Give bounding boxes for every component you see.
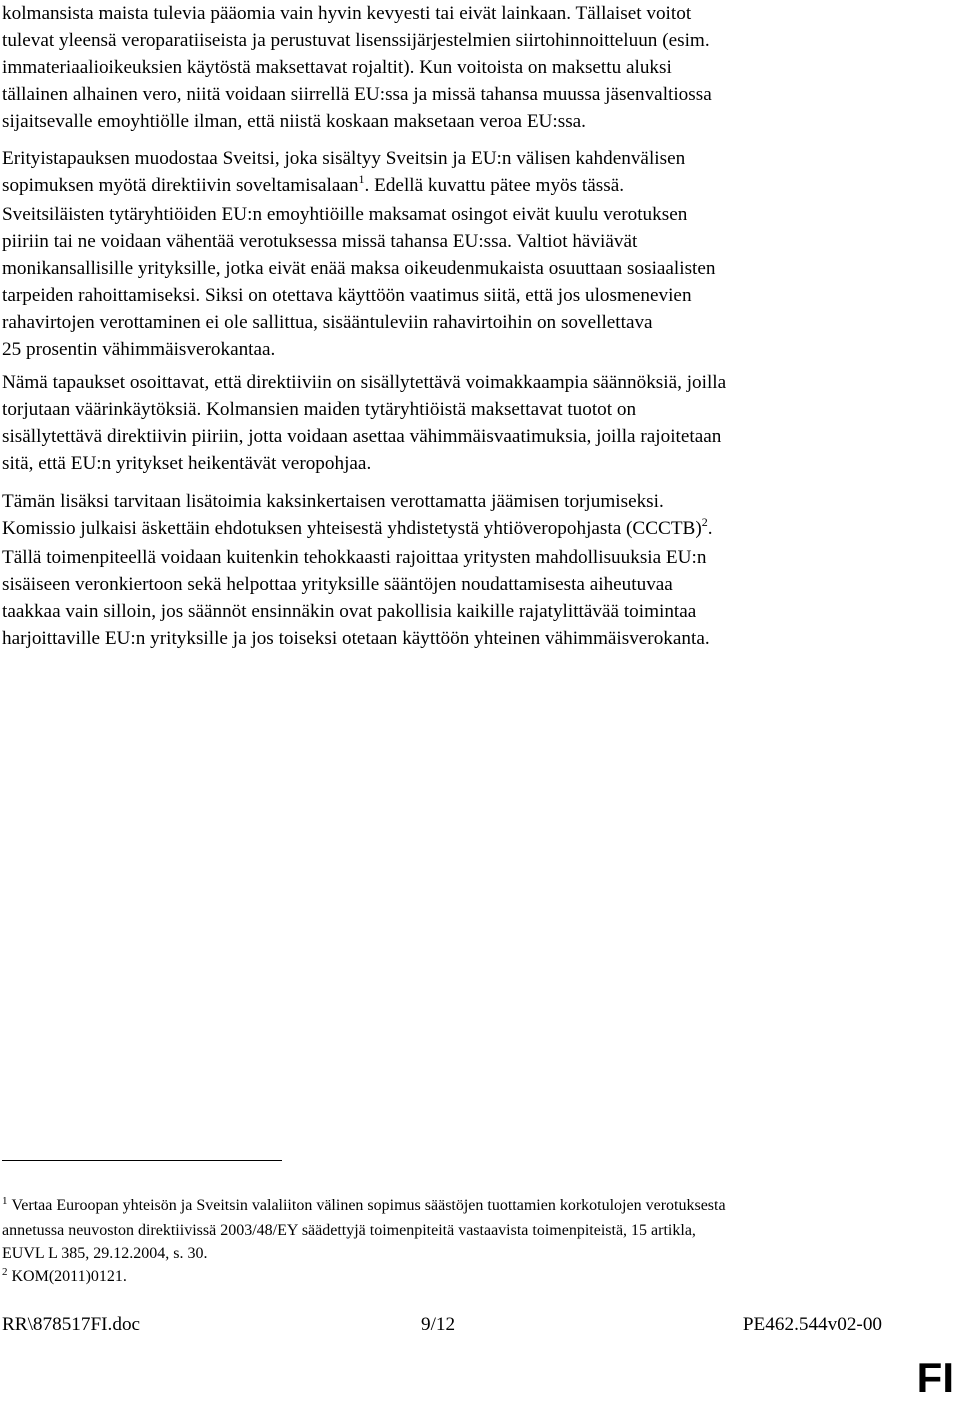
footnote-1 (2, 1194, 954, 1219)
paragraph-4 (2, 488, 954, 652)
text-segment: sopimuksen myötä direktiivin soveltamisalaan (2, 175, 359, 196)
text-line: tällainen alhainen vero, niitä voidaan siirrellä EU:ssa ja missä tahansa muussa jäsenvaltiossa (2, 84, 712, 105)
footnote-reference-1[interactable]: 1 (358, 172, 365, 186)
footnote-marker: 1 (2, 1195, 8, 1207)
text-line: Erityistapauksen muodostaa Sveitsi, joka sisältyy Sveitsin ja EU:n välisen kahdenvälisen (2, 148, 686, 169)
footnote-separator (2, 1160, 282, 1161)
pe-number: PE462.544v02-00 (742, 1314, 882, 1335)
page-footer (2, 1314, 882, 1338)
footnote-text: Vertaa Euroopan yhteisön ja Sveitsin valaliiton välinen sopimus säästöjen tuottamien korkotulojen verotuksesta (11, 1197, 726, 1214)
text-segment: . Edellä kuvattu pätee myös tässä. (364, 175, 625, 196)
text-line: tarpeiden rahoittamiseksi. Siksi on otettava käyttöön vaatimus siitä, että jos ulosmenevien (2, 285, 692, 306)
footnote-reference-2[interactable]: 2 (701, 515, 708, 529)
text-line: piiriin tai ne voidaan vähentää verotuksessa missä tahansa EU:ssa. Valtiot häviävät (2, 231, 638, 252)
footnotes (2, 1194, 954, 1290)
text-line (2, 172, 954, 201)
language-code: FI (916, 1354, 954, 1401)
text-line: harjoittaville EU:n yrityksille ja jos toiseksi otetaan käyttöön yhteinen vähimmäisverokanta. (2, 628, 710, 649)
text-line: sisällytettävä direktiivin piiriin, jotta voidaan asettaa vähimmäisvaatimuksia, joilla rajoitetaan (2, 426, 722, 447)
document-reference: RR\878517FI.doc (2, 1314, 141, 1335)
text-line: Sveitsiläisten tytäryhtiöiden EU:n emoyhtiöille maksamat osingot eivät kuulu verotuksen (2, 204, 688, 225)
text-line: sitä, että EU:n yritykset heikentävät veropohjaa. (2, 453, 372, 474)
footnote-marker: 2 (2, 1266, 8, 1278)
text-segment: Komissio julkaisi äskettäin ehdotuksen yhteisestä yhdistetystä yhtiöveropohjasta (CCCTB) (2, 518, 702, 539)
text-line: sisäiseen veronkiertoon sekä helpottaa yrityksille sääntöjen noudattamisesta aiheutuvaa (2, 574, 673, 595)
text-line: kolmansista maista tulevia pääomia vain hyvin kevyesti tai eivät lainkaan. Tällaiset voitot (2, 3, 692, 24)
text-line: Tällä toimenpiteellä voidaan kuitenkin tehokkaasti rajoittaa yritysten mahdollisuuksia EU:n (2, 547, 707, 568)
text-segment: . (707, 518, 713, 539)
text-line: taakkaa vain silloin, jos säännöt ensinnäkin ovat pakollisia kaikille rajatylittävää toimintaa (2, 601, 697, 622)
text-line: rahavirtojen verottaminen ei ole sallittua, sisääntuleviin rahavirtoihin on sovellettava (2, 312, 653, 333)
text-line: Nämä tapaukset osoittavat, että direktiiviin on sisällytettävä voimakkaampia säännöksiä, joilla (2, 372, 727, 393)
text-line: sijaitsevalle emoyhtiölle ilman, että niistä koskaan maksetaan veroa EU:ssa. (2, 111, 586, 132)
text-line (2, 515, 954, 544)
text-line: immateriaalioikeuksien käytöstä maksettavat rojaltit). Kun voitoista on maksettu aluksi (2, 57, 672, 78)
paragraph-3 (2, 369, 954, 477)
footnote-text: EUVL L 385, 29.12.2004, s. 30. (2, 1245, 208, 1262)
footnote-text: KOM(2011)0121. (11, 1268, 127, 1285)
paragraph-1 (2, 0, 954, 135)
text-line: torjutaan väärinkäytöksiä. Kolmansien maiden tytäryhtiöistä maksettavat tuotot on (2, 399, 637, 420)
page-number: 9/12 (421, 1314, 456, 1335)
text-line: 25 prosentin vähimmäisverokantaa. (2, 339, 276, 360)
footnote-2 (2, 1265, 954, 1290)
text-line: monikansallisille yrityksille, jotka eivät enää maksa oikeudenmukaista osuuttaan sosiaalisten (2, 258, 716, 279)
text-line: tulevat yleensä veroparatiiseista ja perustuvat lisenssijärjestelmien siirtohinnoitteluun (esim. (2, 30, 710, 51)
paragraph-2 (2, 145, 954, 363)
text-line: Tämän lisäksi tarvitaan lisätoimia kaksinkertaisen verottamatta jäämisen torjumiseksi. (2, 491, 664, 512)
footnote-text: annetussa neuvoston direktiivissä 2003/48/EY säädettyjä toimenpiteitä vastaavista toimenpiteistä, 15 artikla, (2, 1222, 696, 1239)
